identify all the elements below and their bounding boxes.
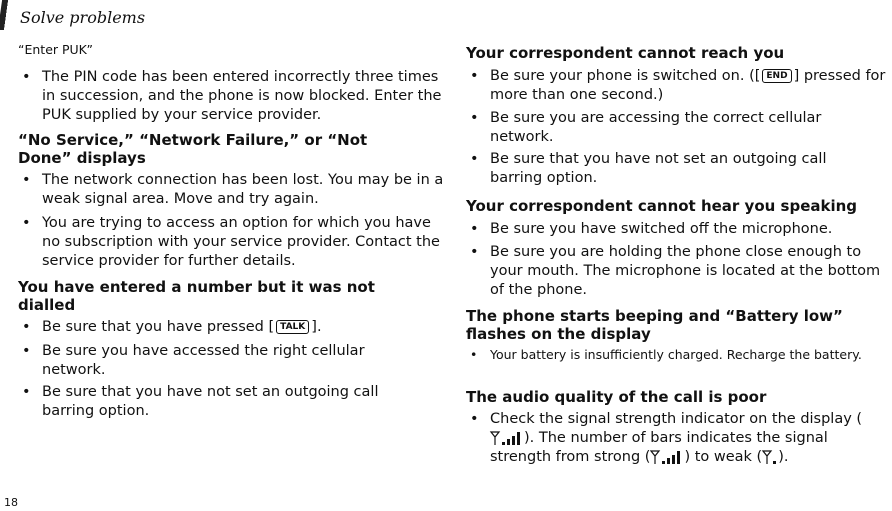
list-item: • Be sure you have accessed the right cellular network.	[22, 343, 365, 378]
section-heading: “No Service,” “Network Failure,” or “Not Done” displays	[18, 131, 368, 167]
section-heading: The phone starts beeping and “Battery low” flashes on the display	[466, 307, 843, 343]
list-item: • The PIN code has been entered incorrectly three times in succession, and the phone is now blocked. Enter the PUK supplied by your service provider.	[22, 69, 442, 123]
section-heading: Your correspondent cannot hear you speaking	[466, 197, 858, 215]
page-number: 18	[4, 496, 18, 509]
list-item: • Be sure you are holding the phone close enough to your mouth. The microphone is located at the bottom of the phone.	[470, 244, 881, 298]
end-key-icon: END	[762, 69, 791, 83]
list-item: • Be sure you are accessing the correct cellular network.	[470, 110, 822, 145]
page-title: Solve problems	[20, 8, 146, 27]
list-item: • The network connection has been lost. You may be in a weak signal area. Move and try again.	[22, 172, 444, 207]
list-item: • Be sure your phone is switched on. ([ END ] pressed for more than one second.)	[470, 68, 886, 103]
list-item: • Be sure that you have pressed [ TALK ].	[22, 319, 322, 335]
list-item: • Your battery is insufficiently charged. Recharge the battery.	[470, 347, 862, 362]
list-item: • You are trying to access an option for which you have no subscription with your service provider. Contact the service provider for further details.	[22, 215, 440, 269]
signal-strong-icon	[490, 431, 524, 446]
section-heading: The audio quality of the call is poor	[466, 388, 767, 406]
signal-weak-icon	[762, 450, 778, 465]
section-heading: Your correspondent cannot reach you	[466, 44, 785, 62]
list-item: • Be sure that you have not set an outgoing call barring option.	[22, 384, 379, 419]
enter-puk-text: “Enter PUK”	[18, 42, 93, 57]
talk-key-icon: TALK	[276, 320, 309, 334]
list-item: • Be sure that you have not set an outgoing call barring option.	[470, 151, 827, 186]
signal-strong-icon	[650, 450, 684, 465]
list-item: • Check the signal strength indicator on the display (). The number of bars indicates the signal strength from strong ( ) to weak ( ).	[470, 411, 863, 465]
list-item: • Be sure you have switched off the microphone.	[470, 221, 833, 237]
section-heading: You have entered a number but it was not dialled	[18, 278, 375, 314]
